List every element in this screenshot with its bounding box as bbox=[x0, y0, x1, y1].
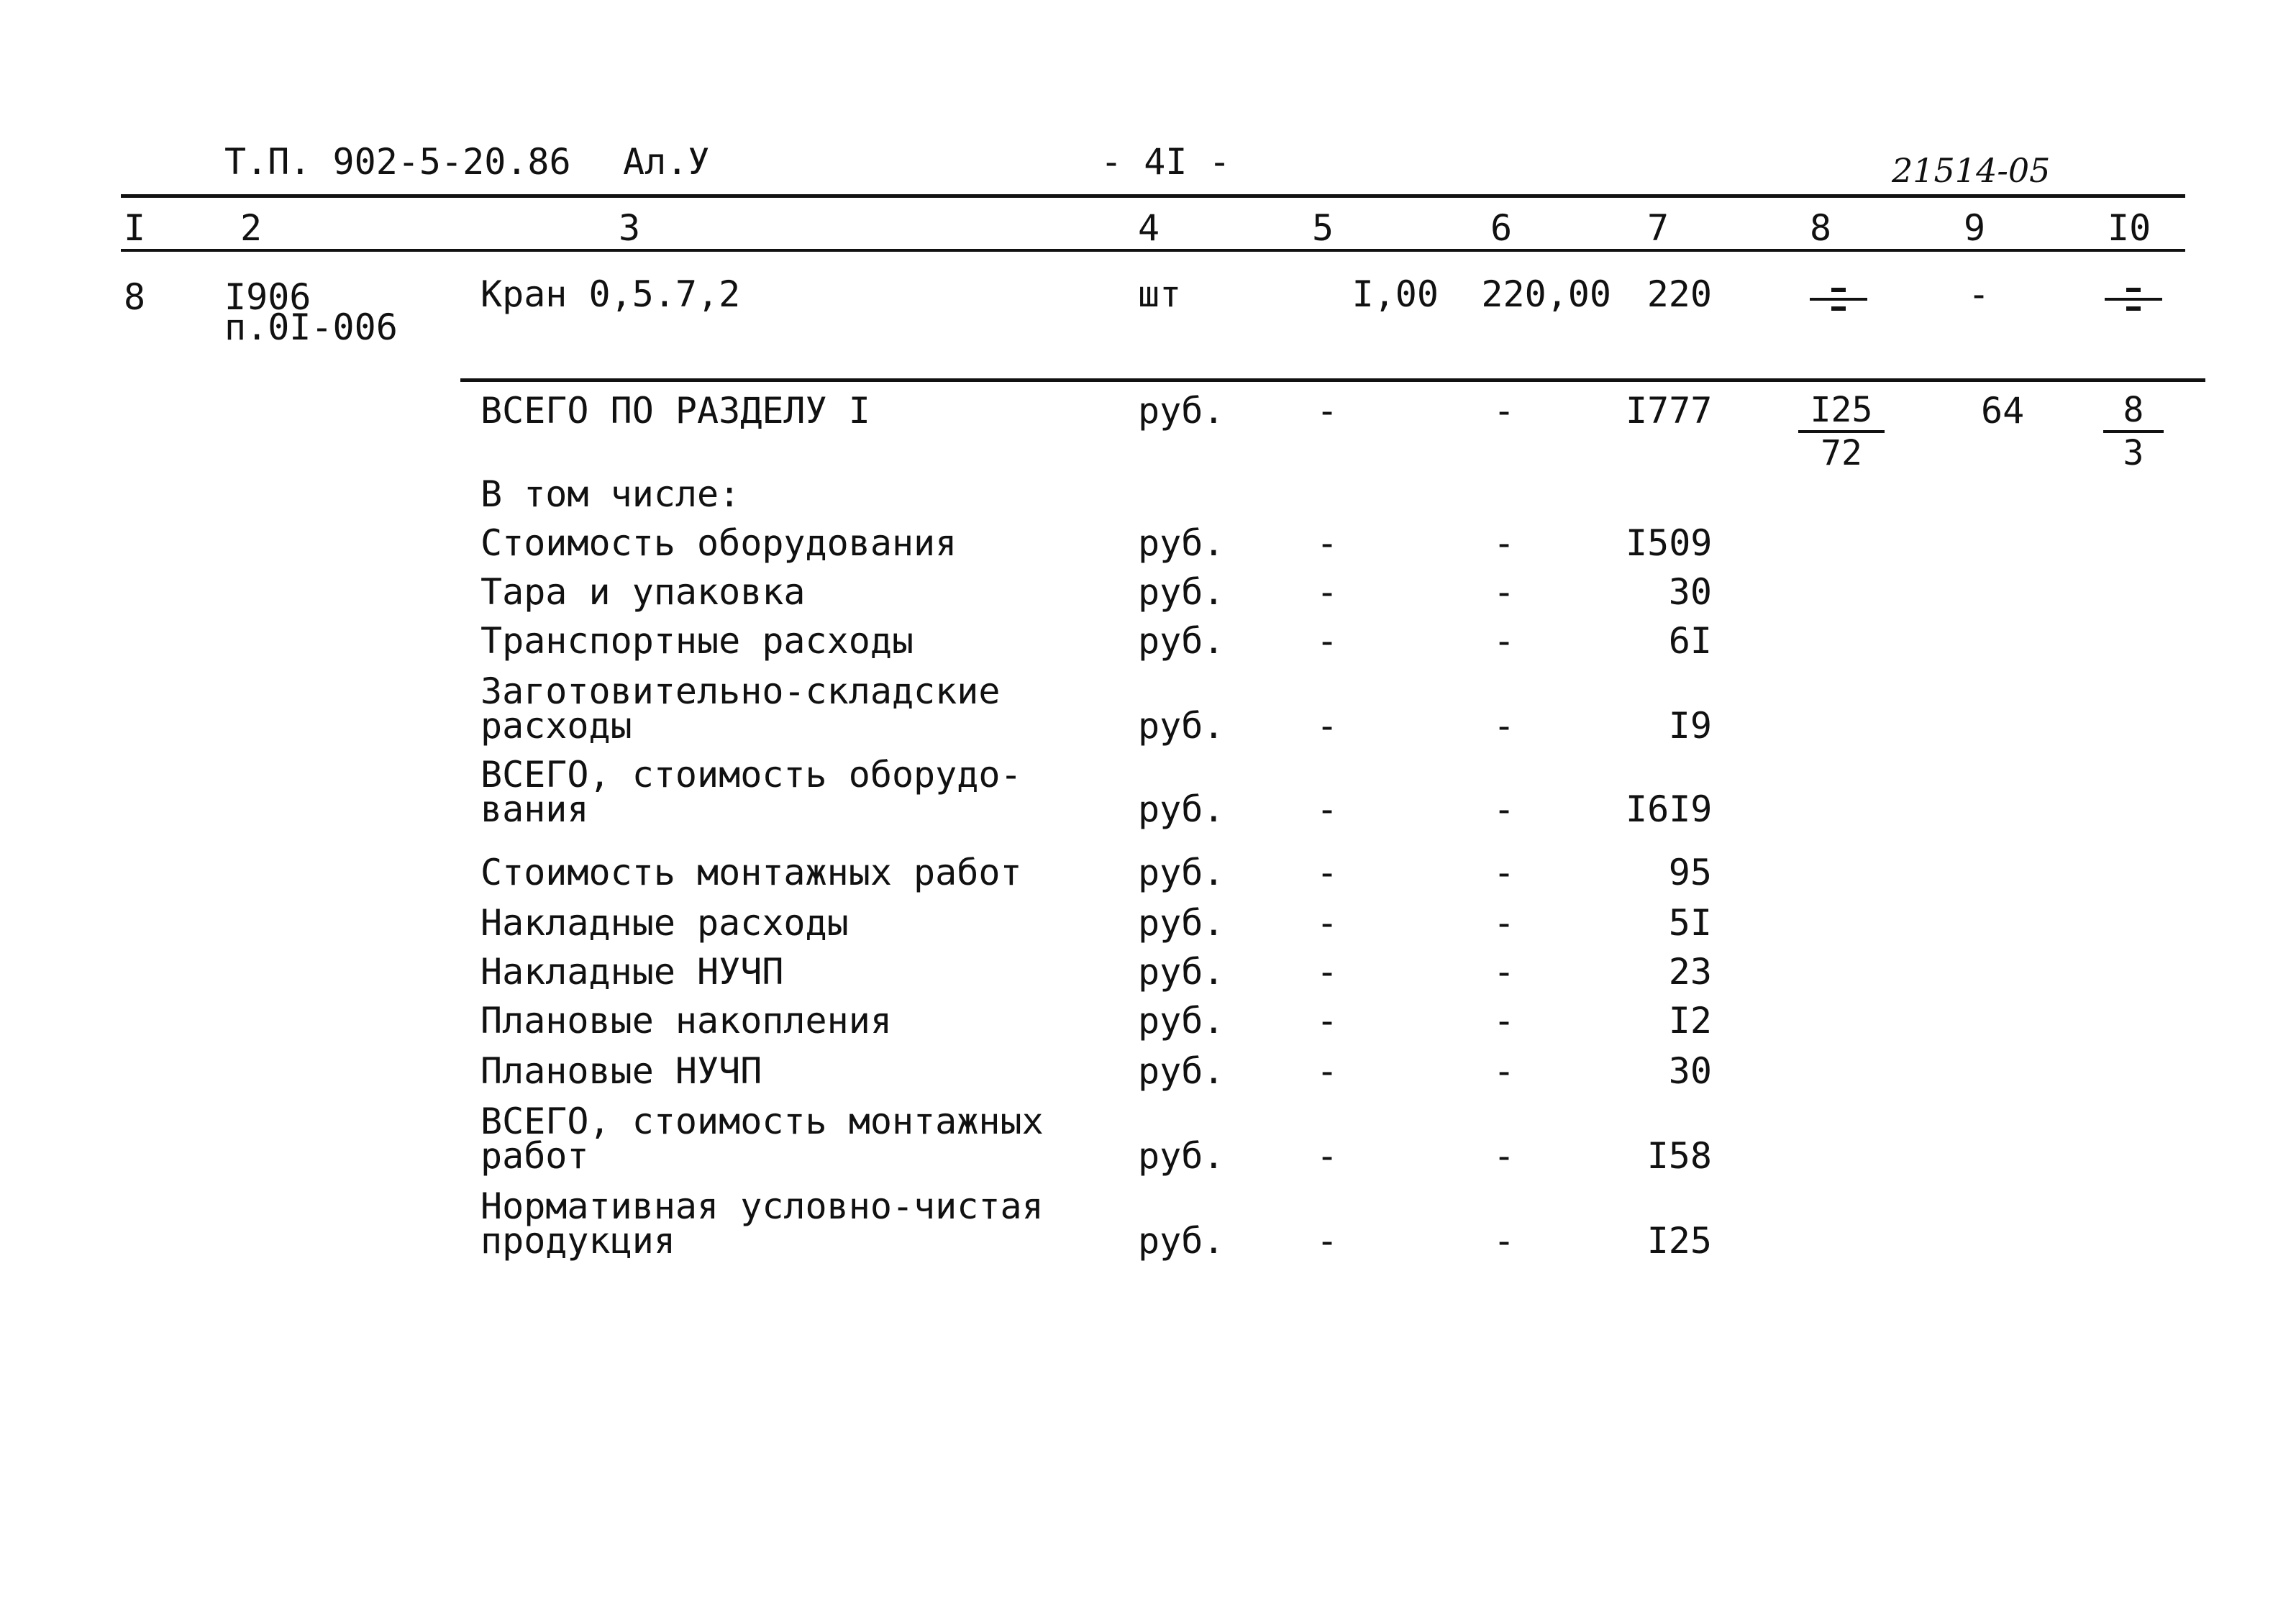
item-unit: шт bbox=[1138, 273, 1182, 315]
row-col5: - bbox=[1316, 788, 1339, 830]
column-header-rule bbox=[121, 249, 2185, 252]
row-name: Тара и упаковка bbox=[480, 571, 806, 613]
section-total-col6: - bbox=[1493, 390, 1516, 432]
row-name: ВСЕГО, стоимость оборудо- bbox=[480, 754, 1022, 796]
row-value: 95 bbox=[1668, 852, 1712, 893]
row-name-continued: расходы bbox=[480, 705, 632, 747]
doc-reference: Т.П. 902-5-20.86 bbox=[224, 141, 571, 183]
row-name: Накладные НУЧП bbox=[480, 951, 784, 993]
row-value: I25 bbox=[1646, 1220, 1712, 1262]
row-value: I9 bbox=[1668, 705, 1712, 747]
item-total: 220 bbox=[1646, 273, 1712, 315]
row-name: Транспортные расходы bbox=[480, 620, 914, 662]
row-col6: - bbox=[1493, 1000, 1516, 1042]
row-name: Нормативная условно-чистая bbox=[480, 1185, 1044, 1227]
row-unit: руб. bbox=[1138, 1050, 1225, 1092]
row-name: Плановые НУЧП bbox=[480, 1050, 762, 1092]
col-header-3: 3 bbox=[619, 207, 641, 249]
page-number: - 4I - bbox=[1101, 141, 1231, 183]
row-value: I509 bbox=[1626, 522, 1713, 564]
item-code-line2: п.0I-006 bbox=[224, 306, 398, 348]
col8-numerator: I25 bbox=[1798, 390, 1885, 433]
row-unit: руб. bbox=[1138, 1220, 1225, 1262]
album-label: Ал.У bbox=[623, 141, 710, 183]
item-col8-dash-fraction bbox=[1810, 288, 1867, 311]
row-col6: - bbox=[1493, 788, 1516, 830]
col-header-10: I0 bbox=[2108, 207, 2151, 249]
section-total-col10-fraction bbox=[2103, 390, 2164, 473]
row-unit: руб. bbox=[1138, 951, 1225, 993]
row-col6: - bbox=[1493, 1050, 1516, 1092]
row-value: I6I9 bbox=[1626, 788, 1713, 830]
row-col6: - bbox=[1493, 951, 1516, 993]
row-name-continued: продукция bbox=[480, 1220, 675, 1262]
item-col10-dash-fraction bbox=[2105, 288, 2162, 311]
item-number: 8 bbox=[124, 276, 146, 318]
item-price: 220,00 bbox=[1481, 273, 1611, 315]
row-name-continued: вания bbox=[480, 788, 589, 830]
item-quantity: I,00 bbox=[1352, 273, 1439, 315]
row-col6: - bbox=[1493, 705, 1516, 747]
row-value: 6I bbox=[1668, 620, 1712, 662]
row-col5: - bbox=[1316, 902, 1339, 944]
col10-numerator: 8 bbox=[2103, 390, 2164, 433]
col-header-7: 7 bbox=[1647, 207, 1669, 249]
section-total-col9: 64 bbox=[1981, 390, 2025, 432]
row-col6: - bbox=[1493, 1220, 1516, 1262]
row-unit: руб. bbox=[1138, 788, 1225, 830]
row-col6: - bbox=[1493, 852, 1516, 893]
section-total-label: ВСЕГО ПО РАЗДЕЛУ I bbox=[480, 390, 870, 432]
row-name: Стоимость оборудования bbox=[480, 522, 957, 564]
archive-number: 21514-05 bbox=[1892, 151, 2051, 190]
item-separator-rule bbox=[460, 378, 2205, 382]
col-header-6: 6 bbox=[1490, 207, 1513, 249]
col-header-2: 2 bbox=[240, 207, 263, 249]
row-col6: - bbox=[1493, 522, 1516, 564]
top-rule bbox=[121, 194, 2185, 198]
row-unit: руб. bbox=[1138, 1135, 1225, 1177]
row-name: ВСЕГО, стоимость монтажных bbox=[480, 1101, 1044, 1142]
col10-denominator: 3 bbox=[2123, 433, 2144, 473]
row-col5: - bbox=[1316, 1000, 1339, 1042]
row-col6: - bbox=[1493, 902, 1516, 944]
row-name: Стоимость монтажных работ bbox=[480, 852, 1022, 893]
row-col5: - bbox=[1316, 1050, 1339, 1092]
row-unit: руб. bbox=[1138, 1000, 1225, 1042]
item-code-line1: I906 bbox=[224, 276, 311, 318]
row-col5: - bbox=[1316, 1135, 1339, 1177]
row-name: Заготовительно-складские bbox=[480, 670, 1001, 712]
row-unit: руб. bbox=[1138, 902, 1225, 944]
row-col6: - bbox=[1493, 1135, 1516, 1177]
row-unit: руб. bbox=[1138, 705, 1225, 747]
col-header-5: 5 bbox=[1312, 207, 1334, 249]
row-unit: руб. bbox=[1138, 852, 1225, 893]
section-total-col5: - bbox=[1316, 390, 1339, 432]
row-value: 5I bbox=[1668, 902, 1712, 944]
row-unit: руб. bbox=[1138, 522, 1225, 564]
row-value: 30 bbox=[1668, 1050, 1712, 1092]
row-col6: - bbox=[1493, 620, 1516, 662]
item-col9: - bbox=[1968, 273, 1990, 315]
col8-denominator: 72 bbox=[1821, 433, 1862, 473]
section-total-col8-fraction bbox=[1798, 390, 1885, 473]
section-total-unit: руб. bbox=[1138, 390, 1225, 432]
col-header-4: 4 bbox=[1138, 207, 1160, 249]
row-name: Накладные расходы bbox=[480, 902, 849, 944]
row-name-continued: работ bbox=[480, 1135, 589, 1177]
item-name: Кран 0,5.7,2 bbox=[480, 273, 741, 315]
row-name: Плановые накопления bbox=[480, 1000, 892, 1042]
row-col5: - bbox=[1316, 571, 1339, 613]
row-col5: - bbox=[1316, 1220, 1339, 1262]
row-col5: - bbox=[1316, 620, 1339, 662]
including-label: В том числе: bbox=[480, 473, 741, 515]
row-col5: - bbox=[1316, 852, 1339, 893]
row-value: 30 bbox=[1668, 571, 1712, 613]
row-col5: - bbox=[1316, 522, 1339, 564]
col-header-9: 9 bbox=[1964, 207, 1986, 249]
col-header-1: I bbox=[124, 207, 146, 249]
row-unit: руб. bbox=[1138, 620, 1225, 662]
row-col6: - bbox=[1493, 571, 1516, 613]
col-header-8: 8 bbox=[1810, 207, 1832, 249]
row-col5: - bbox=[1316, 951, 1339, 993]
row-value: I58 bbox=[1646, 1135, 1712, 1177]
row-value: 23 bbox=[1668, 951, 1712, 993]
row-value: I2 bbox=[1668, 1000, 1712, 1042]
section-total-value: I777 bbox=[1626, 390, 1713, 432]
row-col5: - bbox=[1316, 705, 1339, 747]
row-unit: руб. bbox=[1138, 571, 1225, 613]
